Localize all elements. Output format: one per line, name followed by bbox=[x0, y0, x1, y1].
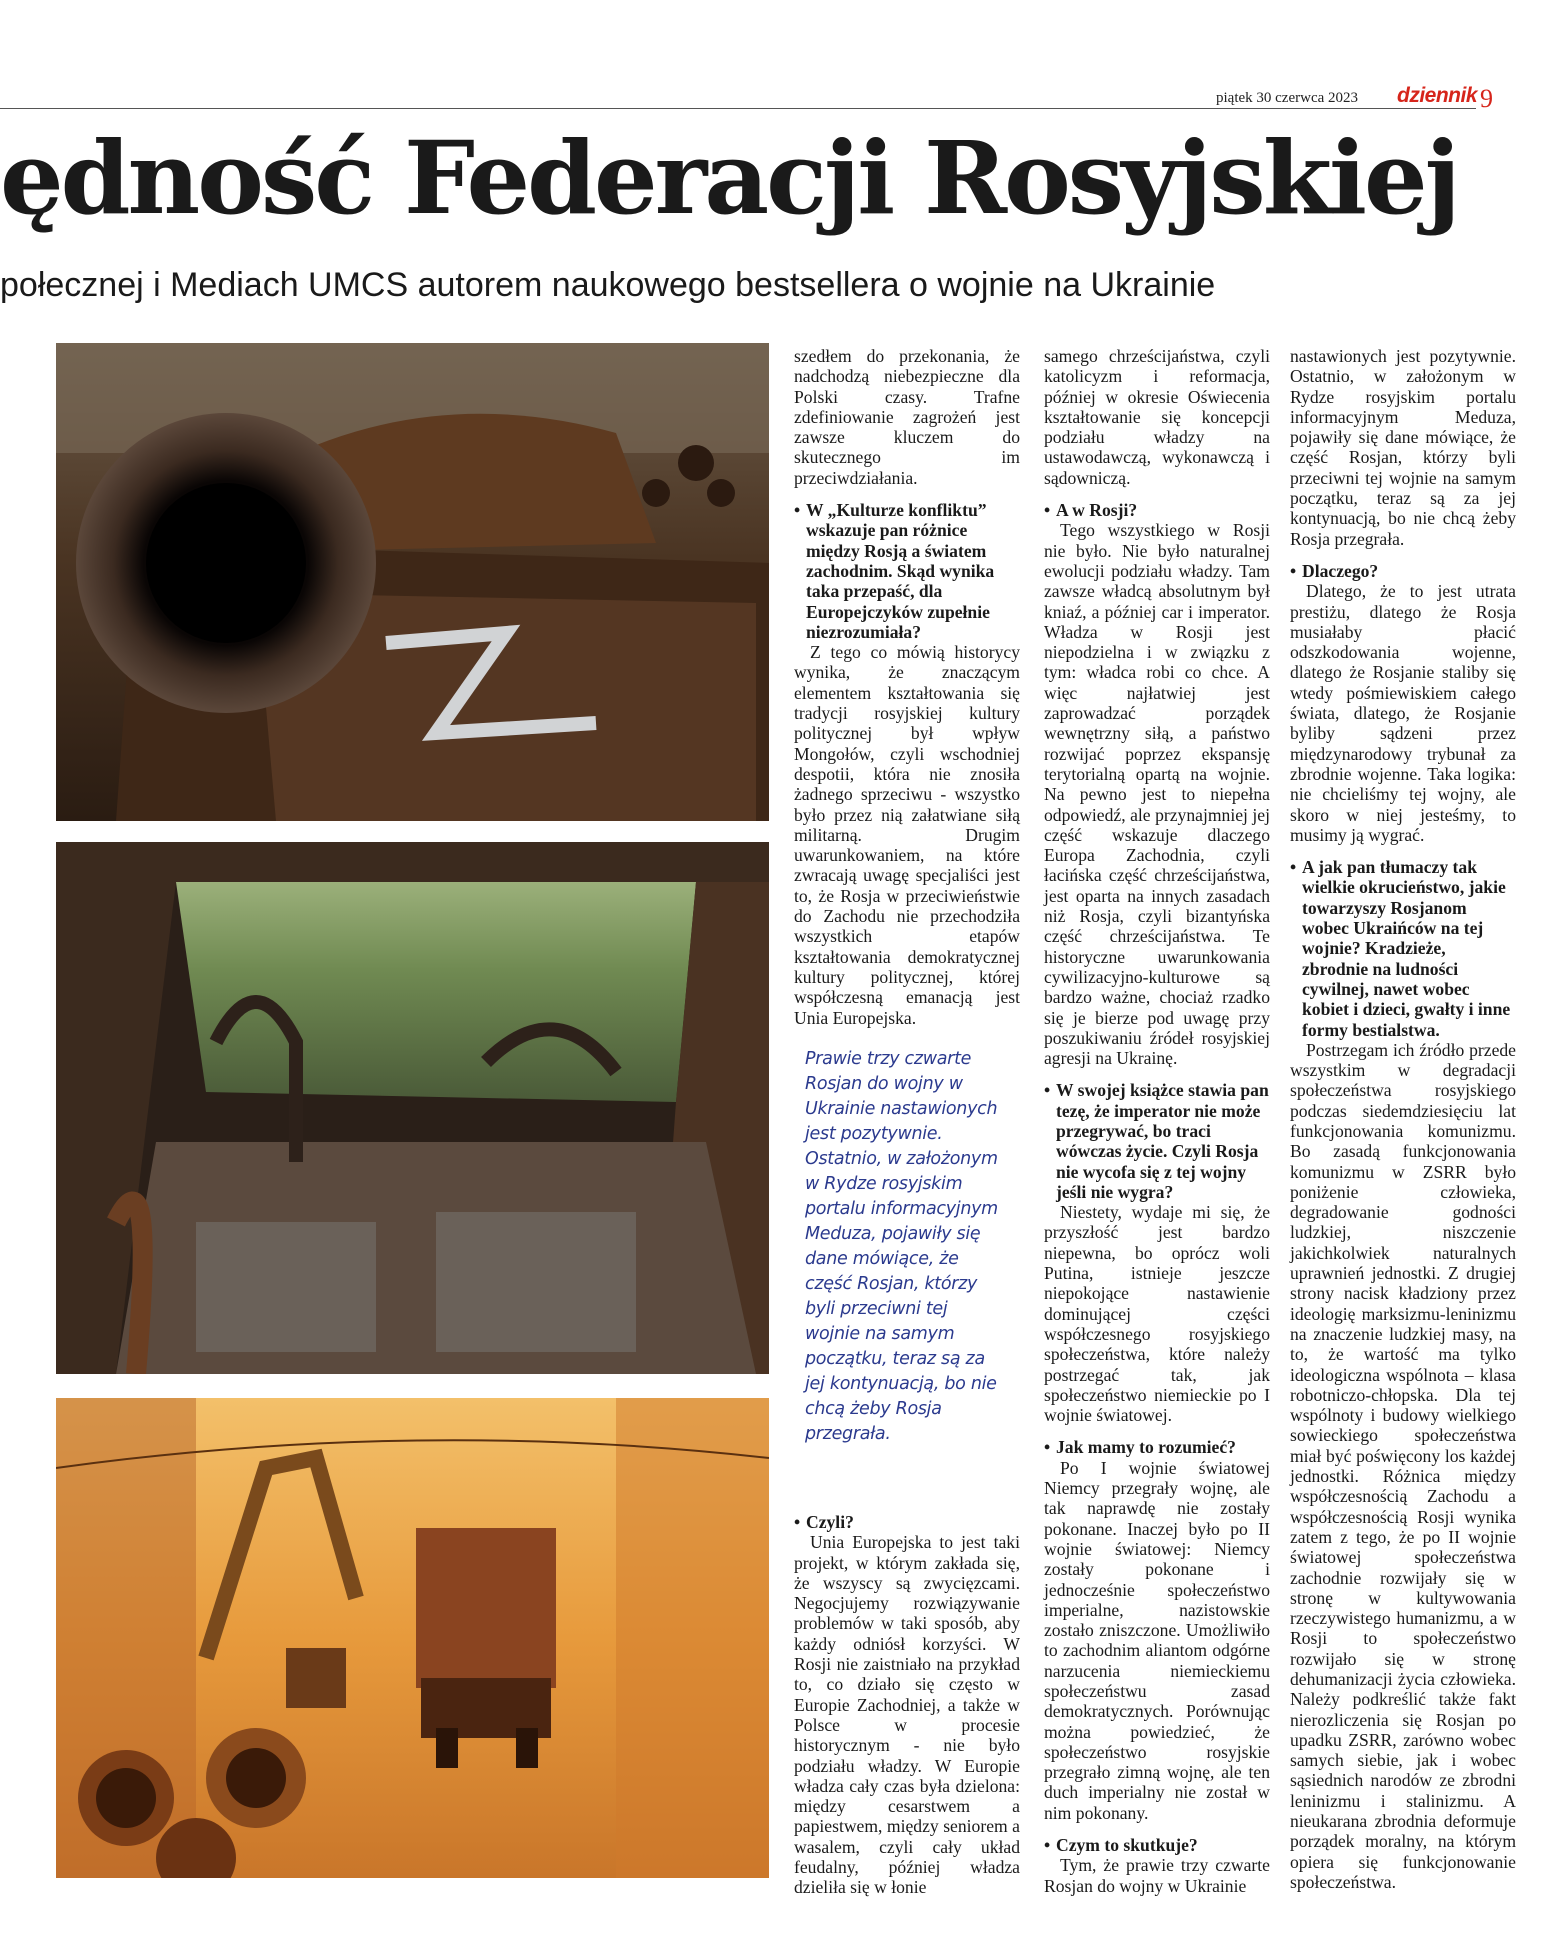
subheadline: połecznej i Mediach UMCS autorem naukowego bestsellera o wojnie na Ukrainie bbox=[0, 266, 1216, 304]
issue-date: piątek 30 czerwca 2023 bbox=[1216, 90, 1359, 106]
article-column-1 bbox=[794, 346, 1020, 1028]
article-paragraph: szedłem do przekonania, że nadchodzą niebezpieczne dla Polski czasy. Trafne zdefiniowanie zagrożeń jest zawsze kluczem do skutecznego im przeciwdziałania. bbox=[794, 346, 1020, 488]
photo-excavator-truck bbox=[56, 1398, 769, 1878]
article-paragraph: Niestety, wydaje mi się, że przyszłość jest bardzo niepewna, bo oprócz woli Putina, istnieje jeszcze niepokojące nastawienie dominującej części współczesnego rosyjskiego społeczeństwa, które należy postrzegać tak, jak społeczeństwo niemieckie po I wojnie światowej. bbox=[1044, 1202, 1270, 1426]
header-rule bbox=[0, 108, 1476, 109]
article-paragraph: Po I wojnie światowej Niemcy przegrały wojnę, ale tak naprawdę nie zostały pokonane. Inaczej było po II wojnie światowej: Niemcy zostały pokonane i jednocześnie społeczeństwo imperialne, nazistowskie zostało zniszczone. Umożliwiło to zachodnim aliantom odgórne narzucenia niemieckiemu społeczeństwu zasad demokratycznych. Porównując można powiedzieć, że społeczeństwo rosyjskie przegrało zimną wojnę, ale ten duch imperialny nie został w nim pokonany. bbox=[1044, 1457, 1270, 1823]
article-paragraph: Postrzegam ich źródło przede wszystkim w degradacji społeczeństwa rosyjskiego podczas siedemdziesięciu lat funkcjonowania komunizmu. Bo zasadą funkcjonowania komunizmu w ZSRR było poniżenie człowieka, degradowanie godności ludzkiej, niszczenie jakichkolwiek naturalnych uprawnień jednostki. Z drugiej strony nacisk kładziony przez ideologię marksizmu-leninizmu na znaczenie ludzkiej masy, na to, że wartość ma tylko ideologiczna wspólnota – klasa robotniczo-chłopska. Dla tej wspólnoty i budowy wielkiego sowieckiego społeczeństwa miał być poświęcony los każdej jednostki. Różnica między współczesnością Zachodu a współczesnością Rosji wynika zatem z tego, że po II wojnie światowej społeczeństwa zachodnie rozwijały się w stronę w kultywowania rzeczywistego humanizmu, a w Rosji to społeczeństwo rozwijało się w stronę dehumanizacji życia człowieka. Należy podkreślić także fakt nierozliczenia się Rosjan po upadku ZSRR, zarówno wobec samych siebie, jak i wobec sąsiednich narodów ze zbrodni leninizmu i stalinizmu. A nieukarana zbrodnia deformuje porządek moralny, na którym opiera się funkcjonowanie społeczeństwa. bbox=[1290, 1039, 1516, 1892]
article-paragraph: samego chrześcijaństwa, czyli katolicyzm i reformacja, później w okresie Oświecenia kształtowanie się koncepcji podziału władzy na ustawodawczą, wykonawczą i sądowniczą. bbox=[1044, 346, 1270, 488]
page-number: 9 bbox=[1480, 84, 1493, 113]
article-paragraph: Tego wszystkiego w Rosji nie było. Nie było naturalnej ewolucji podziału władzy. Tam zawsze władcą absolutnym był kniaź, a później car i imperator. Władza w Rosji jest niepodzielna i w związku z tym: władca robi co chce. A więc najłatwiej jest zaprowadzać porządek wewnętrzny siłą, a państwo rozwijać poprzez ekspansję terytorialną opartą na wojnie. Na pewno jest to niepełna odpowiedź, ale przynajmniej jej część wskazuje dlaczego Europa Zachodnia, czyli łacińska część chrześcijaństwa, jest oparta na innych zasadach niż Rosja, czyli bizantyńska część chrześcijaństwa. Te historyczne uwarunkowania cywilizacyjno-kulturowe są bardzo ważne, chociaż rzadko się je bierze pod uwagę przy poszukiwaniu źródeł rosyjskiej agresji na Ukrainę. bbox=[1044, 520, 1270, 1069]
article-paragraph: Z tego co mówią historycy wynika, że znaczącym elementem kształtowania się tradycji rosyjskiej kultury politycznej był wpływ Mongołów, czyli wschodniej despotii, która nie znosiła żadnego sprzeciwu - wszystko było przez nią załatwiane siłą militarną. Drugim uwarunkowaniem, na które zwracają uwagę specjaliści jest to, że Rosja w przeciwieństwie do Zachodu nie przechodziła wszystkich etapów kształtowania demokratycznej kultury politycznej, której współczesną emanacją jest Unia Europejska. bbox=[794, 642, 1020, 1028]
article-paragraph: Unia Europejska to jest taki projekt, w którym zakłada się, że wszyscy są zwycięzcami. Negocjujemy rozwiązywanie problemów w taki sposób, aby każdy odniósł korzyści. W Rosji nie zaistniało na przykład to, co działo się często w Europie Zachodniej, a także w Polsce w procesie historycznym - nie było podziału władzy. W Europie władza cały czas była dzielona: między cesarstwem a papiestwem, między seniorem a wasalem, czyli cały układ feudalny, później władza dzieliła się w łonie bbox=[794, 1532, 1020, 1898]
interview-question: • W „Kulturze konfliktu” wskazuje pan różnice między Rosją a światem zachodnim. Skąd wynika taka przepaść, dla Europejczyków zupełnie niezrozumiała? bbox=[794, 500, 1020, 642]
interview-question: • W swojej książce stawia pan tezę, że imperator nie może przegrywać, bo traci wówczas życie. Czyli Rosja nie wycofa się z tej wojny jeśli nie wygra? bbox=[1044, 1080, 1270, 1202]
pullquote: Prawie trzy czwarte Rosjan do wojny w Ukrainie nastawionych jest pozytywnie. Ostatnio, w założonym w Rydze rosyjskim portalu informacyjnym Meduza, pojawiły się dane mówiące, że część Rosjan, którzy byli przeciwni tej wojnie na samym początku, teraz są za jej kontynuacją, bo nie chcą żeby Rosja przegrała. bbox=[805, 1049, 998, 1444]
article-column-3 bbox=[1290, 346, 1516, 1892]
photo-destroyed-tank bbox=[56, 343, 769, 821]
interview-question: • Czym to skutkuje? bbox=[1044, 1835, 1270, 1855]
article-paragraph: Tym, że prawie trzy czwarte Rosjan do wojny w Ukrainie bbox=[1044, 1855, 1270, 1896]
interview-question: • A w Rosji? bbox=[1044, 500, 1270, 520]
interview-question: • Dlaczego? bbox=[1290, 561, 1516, 581]
article-paragraph: Dlatego, że to jest utrata prestiżu, dlatego że Rosja musiałaby płacić odszkodowania wojenne, dlatego że Rosjanie staliby się wtedy pośmiewiskiem całego świata, dlatego, że Rosjanie byliby sądzeni przez międzynarodowy trybunał za zbrodnie wojenne. Taka logika: nie chcieliśmy tej wojny, ale skoro w niej jesteśmy, to musimy ją wygrać. bbox=[1290, 581, 1516, 845]
interview-question: • A jak pan tłumaczy tak wielkie okrucieństwo, jakie towarzyszy Rosjanom wobec Ukraińców na tej wojnie? Kradzieże, zbrodnie na ludności cywilnej, nawet wobec kobiet i dzieci, gwałty i inne formy bestialstwa. bbox=[1290, 857, 1516, 1040]
photo-burned-car bbox=[56, 842, 769, 1374]
article-paragraph: nastawionych jest pozytywnie. Ostatnio, w założonym w Rydze rosyjskim portalu informacyjnym Meduza, pojawiły się dane mówiące, że część Rosjan, którzy byli przeciwni tej wojnie na samym początku, teraz są za jej kontynuacją, bo nie chcą żeby Rosja przegrała. bbox=[1290, 346, 1516, 549]
newspaper-logo: dziennik bbox=[1397, 84, 1478, 107]
interview-question: • Czyli? bbox=[794, 1512, 1020, 1532]
article-column-2 bbox=[1044, 346, 1270, 1896]
interview-question: • Jak mamy to rozumieć? bbox=[1044, 1437, 1270, 1457]
article-column-1-continued bbox=[794, 1512, 1020, 1898]
headline: ędność Federacji Rosyjskiej bbox=[0, 119, 1458, 237]
